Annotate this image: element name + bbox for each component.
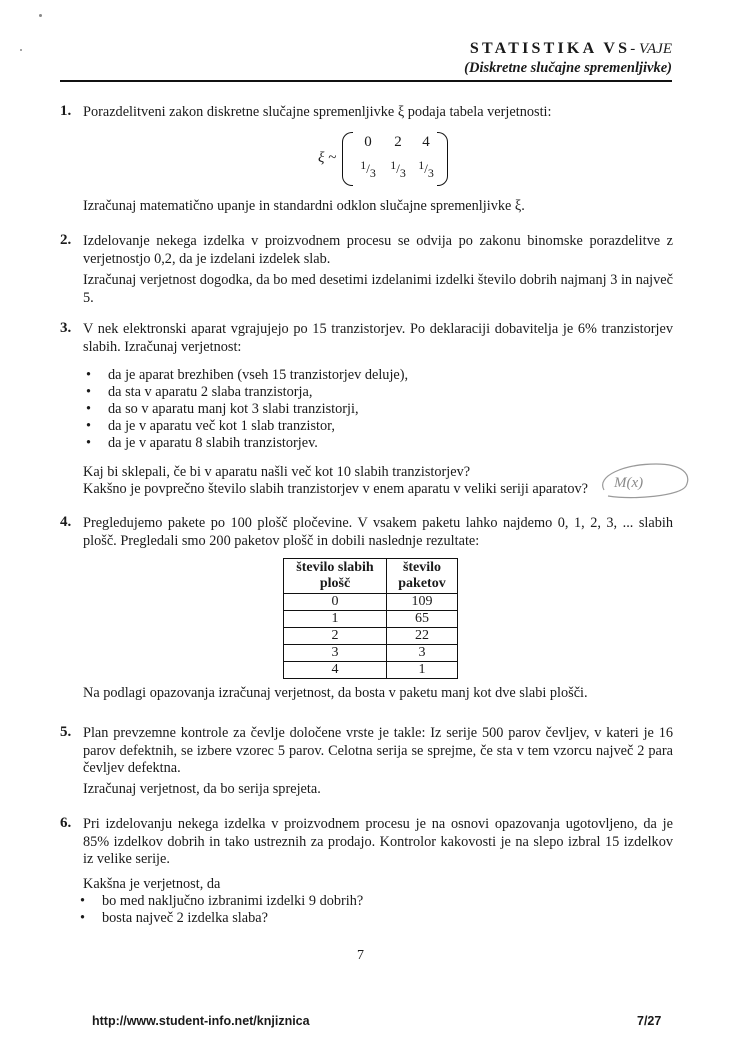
table-cell: 3 [284, 645, 387, 662]
left-parenthesis [342, 132, 353, 186]
table-cell: 2 [284, 628, 387, 645]
scan-speck [39, 14, 42, 17]
table-row [284, 594, 458, 611]
problem-6-number: 6. [60, 815, 72, 831]
table-row [284, 628, 458, 645]
table-cell: 4 [284, 662, 387, 679]
problem-6-bullet: • bo med naključno izbranimi izdelki 9 dobrih? [80, 893, 364, 909]
table-header: število slabih plošč [284, 559, 387, 594]
right-parenthesis [437, 132, 448, 186]
header-rule [60, 80, 672, 82]
problem-2-intro: Izdelovanje nekega izdelka v proizvodnem procesu se odvija po zakonu binomske porazdelitve z verjetnostjo 0,2, da je izdelani izdelek slab. [83, 233, 673, 267]
problem-3-bullet: • da je aparat brezhiben (vseh 15 tranzistorjev deluje), [86, 367, 409, 383]
problem-2-task: Izračunaj verjetnost dogodka, da bo med desetimi izdelanimi izdelki število dobrih najmanj 3 in največ 5. [83, 272, 673, 306]
footer-url[interactable]: http://www.student-info.net/knjiznica [92, 1014, 310, 1028]
problem-5-number: 5. [60, 724, 72, 740]
table-cell: 22 [387, 628, 458, 645]
table-cell: 1 [284, 611, 387, 628]
scan-speck [20, 49, 22, 51]
distribution-variable: ξ ~ [318, 150, 337, 166]
problem-3-question-2: Kakšno je povprečno število slabih tranzistorjev v enem aparatu v veliki seriji aparatov? [83, 481, 588, 497]
table-header: število paketov [387, 559, 458, 594]
problem-6-intro: Pri izdelovanju nekega izdelka v proizvodnem procesu je na osnovi opazovanja ugotovljeno, da je 85% izdelkov dobrih in tako ustreznih za prodajo. Kontrolor kakovosti je na slepo izbral 15 izdelkov iz velike serije. [83, 816, 673, 867]
distribution-value: 2 [394, 134, 402, 150]
problem-3-bullet: • da sta v aparatu 2 slaba tranzistorja, [86, 384, 313, 400]
problem-6-task: Kakšna je verjetnost, da [83, 876, 221, 892]
problem-6-bullet: • bosta največ 2 izdelka slaba? [80, 910, 268, 926]
problem-3-bullet: • da je v aparatu več kot 1 slab tranzistor, [86, 418, 335, 434]
document-subtitle: (Diskretne slučajne spremenljivke) [464, 60, 672, 76]
distribution-probability: $^1/_3$ [418, 158, 434, 180]
problem-3-bullet: • da je v aparatu 8 slabih tranzistorjev. [86, 435, 318, 451]
problem-4-number: 4. [60, 514, 72, 530]
footer-page-count: 7/27 [637, 1014, 662, 1028]
table-header-row [284, 559, 458, 594]
problem-2-number: 2. [60, 232, 72, 248]
distribution-value: 0 [364, 134, 372, 150]
problem-3-question-1: Kaj bi sklepali, če bi v aparatu našli več kot 10 slabih tranzistorjev? [83, 464, 471, 480]
table-cell: 3 [387, 645, 458, 662]
handwritten-annotation [594, 460, 694, 502]
distribution-value: 4 [422, 134, 430, 150]
distribution-probability: $^1/_3$ [390, 158, 406, 180]
table-cell: 65 [387, 611, 458, 628]
distribution-probability: $^1/_3$ [360, 158, 376, 180]
table-cell: 0 [284, 594, 387, 611]
distribution-matrix [318, 132, 448, 188]
table-row [284, 611, 458, 628]
table-row [284, 662, 458, 679]
problem-4-task: Na podlagi opazovanja izračunaj verjetnost, da bosta v paketu manj kot dve slabi plošči. [83, 685, 588, 701]
table-cell: 1 [387, 662, 458, 679]
handwritten-note: M(x) [614, 475, 644, 491]
page-number: 7 [357, 948, 364, 963]
problem-1-task: Izračunaj matematično upanje in standardni odklon slučajne spremenljivke ξ. [83, 198, 525, 214]
problem-1-number: 1. [60, 103, 72, 119]
problem-3-number: 3. [60, 320, 72, 336]
problem-3-bullet: • da so v aparatu manj kot 3 slabi tranzistorji, [86, 401, 359, 417]
document-title: STATISTIKA VS- VAJE [469, 40, 672, 57]
problem-5-intro: Plan prevzemne kontrole za čevlje določene vrste je takle: Iz serije 500 parov čevljev, v kateri je 16 parov defektnih, se izbere vzorec 5 parov. Celotna serija se sprejme, če sta v tem vzorcu največ 2 para čevljev defektna. [83, 725, 673, 776]
table-row [284, 645, 458, 662]
problem-1-intro: Porazdelitveni zakon diskretne slučajne spremenljivke ξ podaja tabela verjetnosti: [83, 104, 552, 120]
problem-5-task: Izračunaj verjetnost, da bo serija sprejeta. [83, 781, 321, 797]
defects-table [283, 558, 458, 679]
document-title-suffix: - VAJE [630, 41, 672, 57]
problem-4-intro: Pregledujemo pakete po 100 plošč pločevine. V vsakem paketu lahko najdemo 0, 1, 2, 3, ... slabih plošč. Pregledali smo 200 paketov plošč in dobili naslednje rezultate: [83, 515, 673, 549]
problem-3-intro: V nek elektronski aparat vgrajujejo po 15 tranzistorjev. Po deklaraciji dobavitelja je 6% tranzistorjev slabih. Izračunaj verjetnost: [83, 321, 673, 355]
table-cell: 109 [387, 594, 458, 611]
